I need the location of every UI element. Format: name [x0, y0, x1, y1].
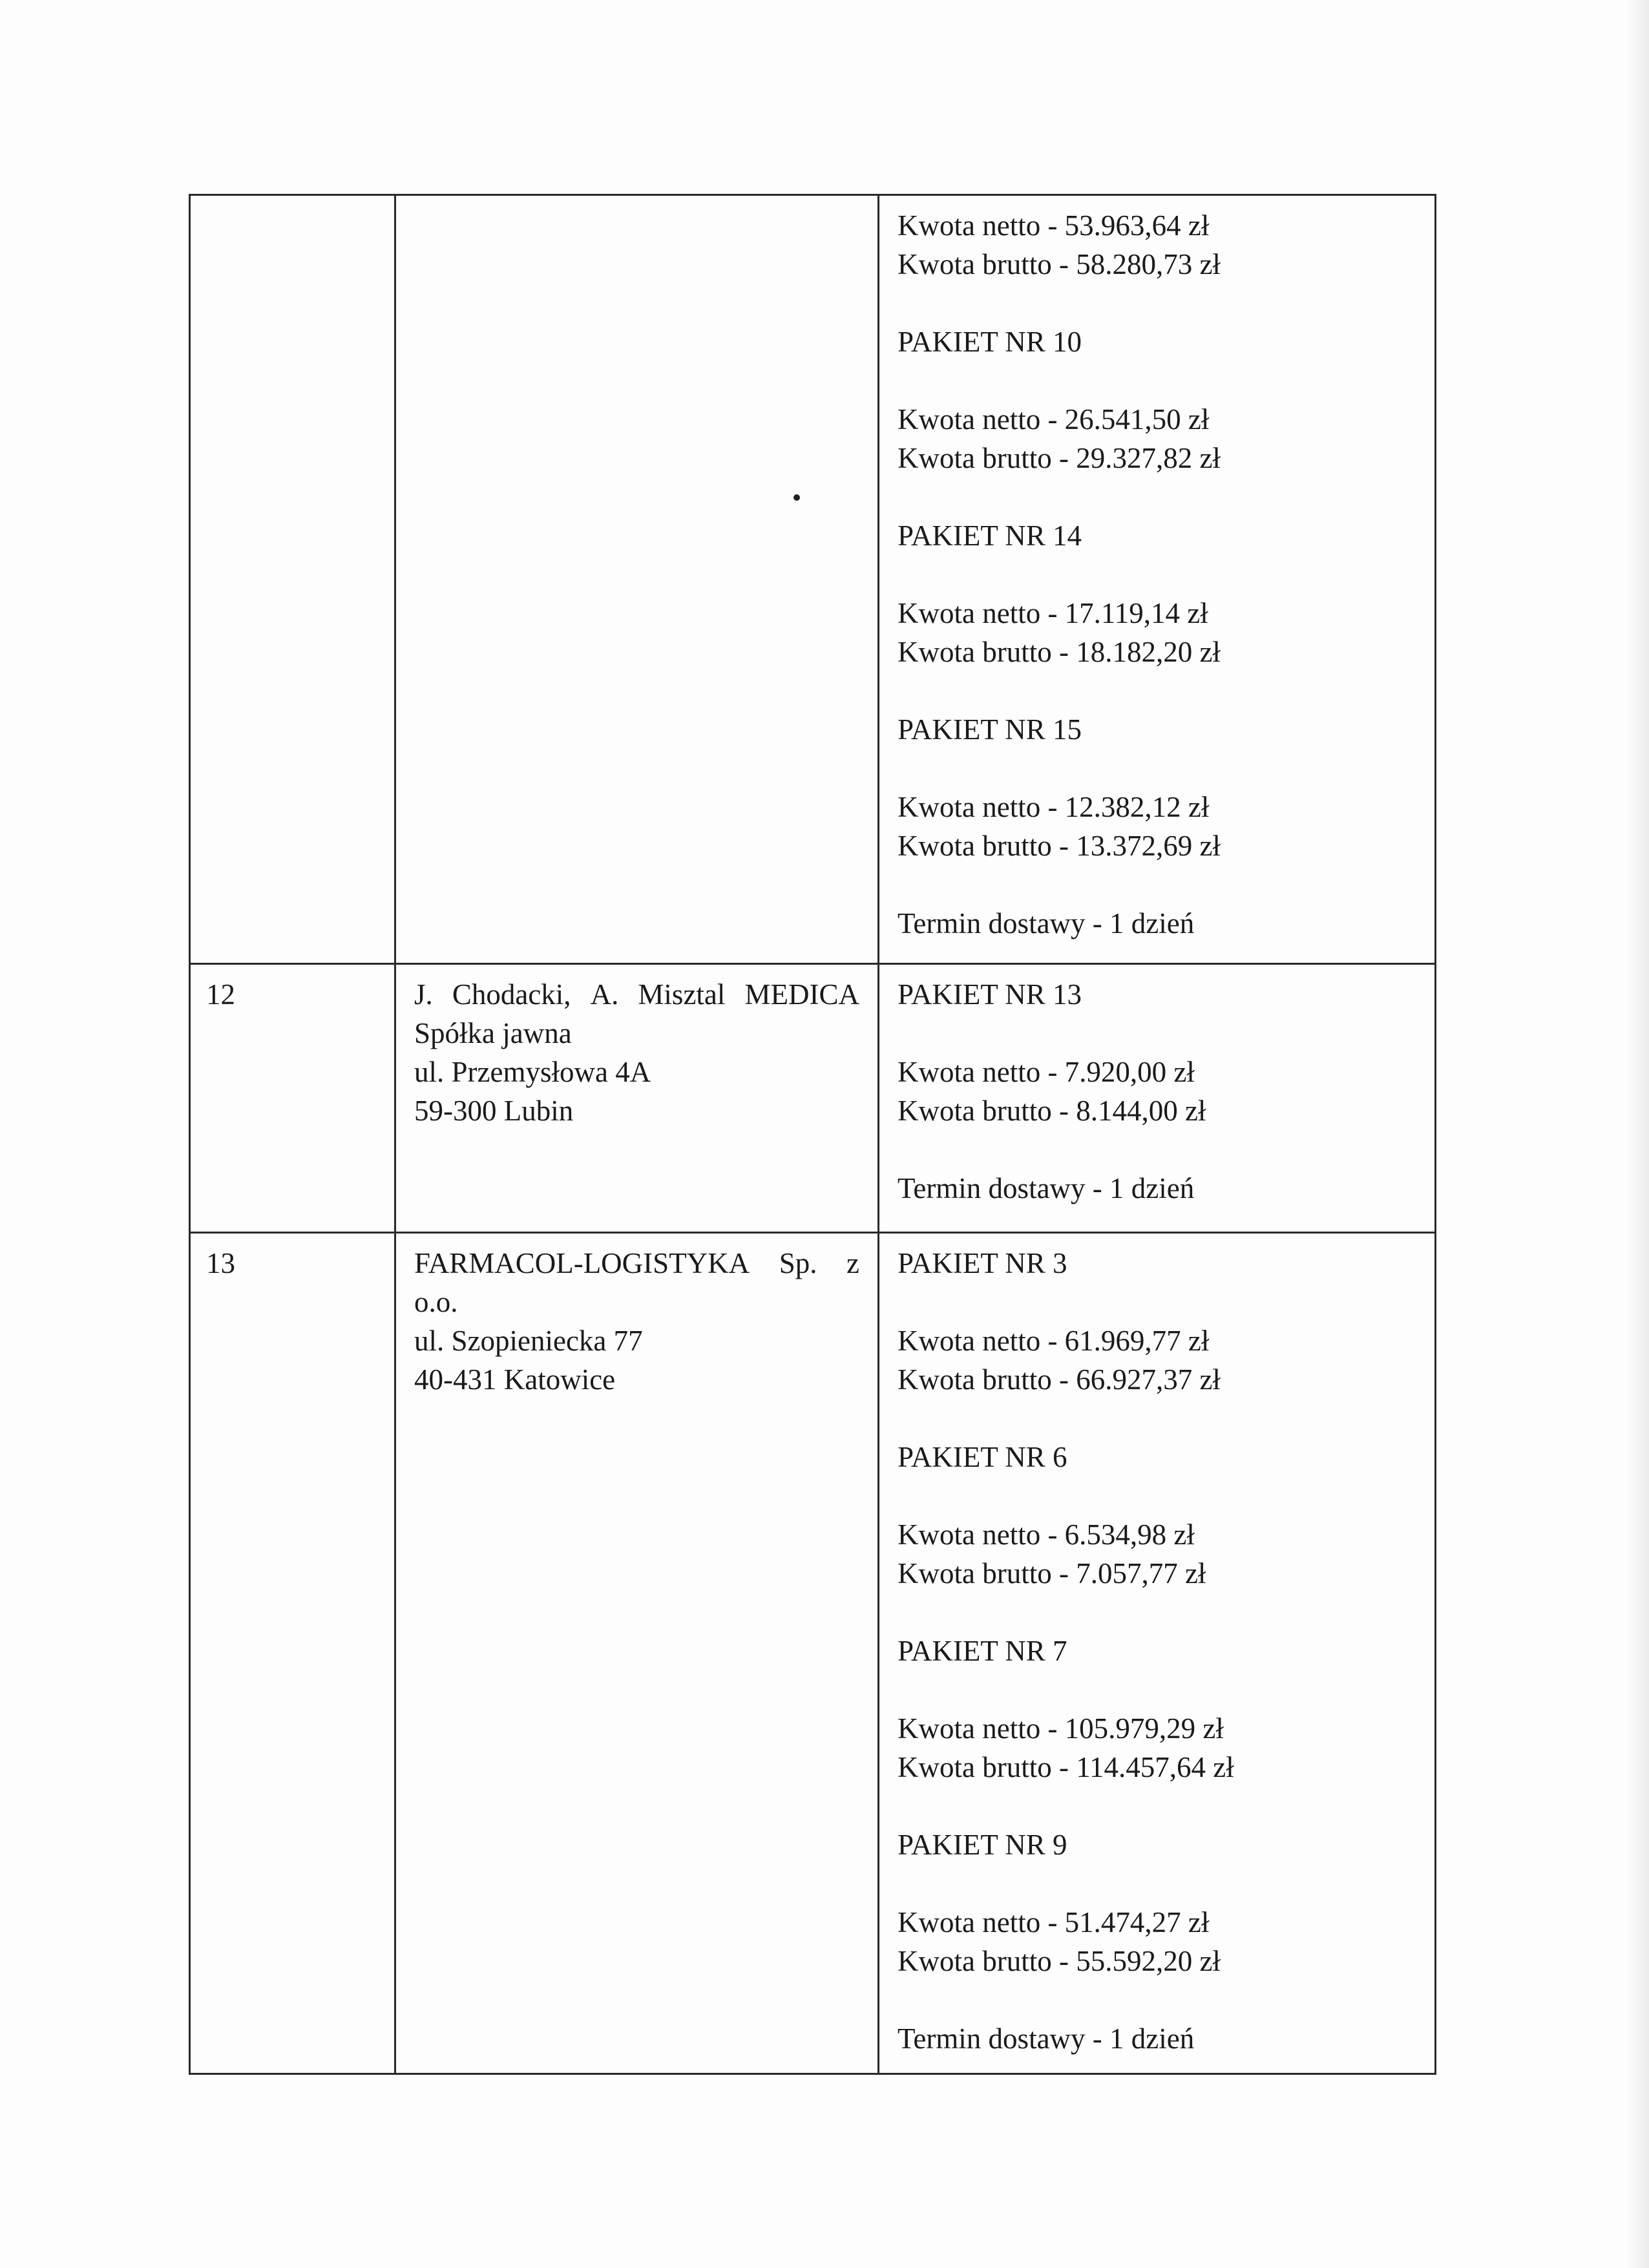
offers-table	[189, 194, 1436, 2075]
amount-brutto: Kwota brutto - 8.144,00 zł	[898, 1095, 1206, 1127]
amount-netto: Kwota netto - 105.979,29 zł	[898, 1712, 1224, 1745]
amount-netto: Kwota netto - 6.534,98 zł	[898, 1518, 1195, 1551]
offer-details-cell	[879, 964, 1436, 1233]
contractor-name	[414, 1244, 859, 1283]
scan-speck	[793, 494, 800, 501]
offer-details-cell	[879, 195, 1436, 964]
amount-brutto: Kwota brutto - 18.182,20 zł	[898, 636, 1221, 668]
amount-netto: Kwota netto - 17.119,14 zł	[898, 597, 1208, 629]
package-title: PAKIET NR 9	[898, 1829, 1067, 1861]
scan-edge-shadow	[1626, 0, 1649, 2268]
delivery-term: Termin dostawy - 1 dzień	[898, 907, 1195, 940]
contractor-city: 59-300 Lubin	[414, 1095, 574, 1127]
amount-netto: Kwota netto - 26.541,50 zł	[898, 403, 1210, 436]
amount-netto: Kwota netto - 53.963,64 zł	[898, 209, 1210, 242]
contractor-name-part: J.	[414, 978, 433, 1011]
contractor-cell	[395, 964, 879, 1233]
amount-brutto: Kwota brutto - 58.280,73 zł	[898, 248, 1221, 280]
offer-details-cell	[879, 1233, 1436, 2074]
package-title: PAKIET NR 10	[898, 326, 1082, 358]
contractor-cell	[395, 1233, 879, 2074]
table-row-continuation	[190, 195, 1436, 964]
table-row-13	[190, 1233, 1436, 2074]
amount-netto: Kwota netto - 12.382,12 zł	[898, 791, 1210, 823]
package-title: PAKIET NR 14	[898, 520, 1082, 552]
amount-brutto: Kwota brutto - 55.592,20 zł	[898, 1945, 1221, 1977]
contractor-street: ul. Przemysłowa 4A	[414, 1056, 651, 1088]
table-row-12	[190, 964, 1436, 1233]
delivery-term: Termin dostawy - 1 dzień	[898, 1172, 1195, 1204]
package-title: PAKIET NR 6	[898, 1441, 1067, 1473]
package-title: PAKIET NR 13	[898, 978, 1082, 1011]
contractor-legal-form: o.o.	[414, 1286, 458, 1318]
offer-number-cell: 12	[190, 964, 395, 1233]
offer-number-cell	[190, 195, 395, 964]
contractor-name	[414, 975, 859, 1014]
contractor-cell	[395, 195, 879, 964]
contractor-name-part: MEDICA	[744, 978, 859, 1011]
amount-brutto: Kwota brutto - 7.057,77 zł	[898, 1557, 1206, 1590]
delivery-term: Termin dostawy - 1 dzień	[898, 2022, 1195, 2055]
contractor-name-part: Sp.	[779, 1247, 817, 1279]
contractor-name-part: FARMACOL-LOGISTYKA	[414, 1247, 750, 1279]
contractor-city: 40-431 Katowice	[414, 1363, 616, 1396]
amount-brutto: Kwota brutto - 66.927,37 zł	[898, 1363, 1221, 1396]
offer-number-cell: 13	[190, 1233, 395, 2074]
package-title: PAKIET NR 15	[898, 713, 1082, 746]
contractor-street: ul. Szopieniecka 77	[414, 1325, 643, 1357]
contractor-legal-form: Spółka jawna	[414, 1017, 572, 1049]
package-title: PAKIET NR 7	[898, 1635, 1067, 1667]
amount-brutto: Kwota brutto - 29.327,82 zł	[898, 442, 1221, 474]
amount-brutto: Kwota brutto - 114.457,64 zł	[898, 1751, 1234, 1783]
contractor-name-part: z	[846, 1247, 859, 1279]
amount-netto: Kwota netto - 7.920,00 zł	[898, 1056, 1195, 1088]
package-title: PAKIET NR 3	[898, 1247, 1067, 1279]
contractor-name-part: Chodacki,	[452, 978, 571, 1011]
contractor-name-part: A.	[590, 978, 619, 1011]
amount-brutto: Kwota brutto - 13.372,69 zł	[898, 830, 1221, 862]
amount-netto: Kwota netto - 51.474,27 zł	[898, 1906, 1210, 1938]
amount-netto: Kwota netto - 61.969,77 zł	[898, 1325, 1210, 1357]
contractor-name-part: Misztal	[638, 978, 726, 1011]
